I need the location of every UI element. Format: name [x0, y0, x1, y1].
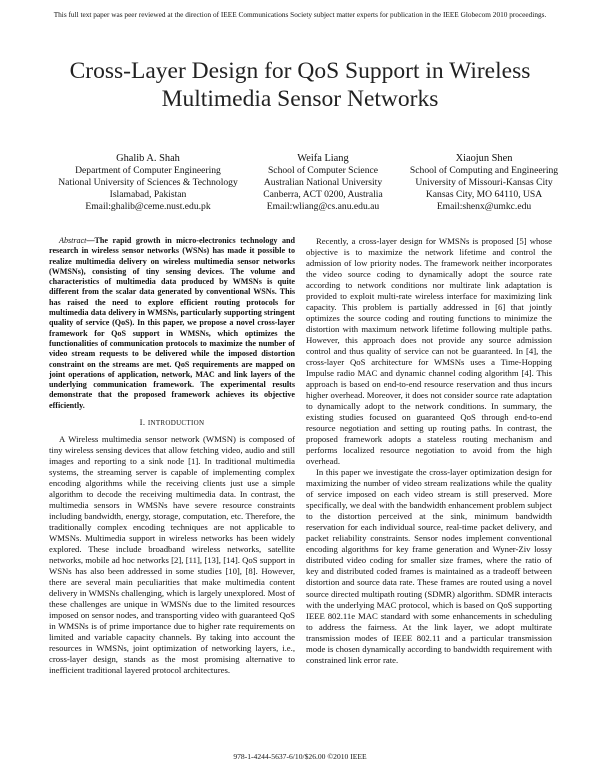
- section-number: I.: [139, 417, 146, 428]
- author-dept: School of Computer Science: [267, 165, 379, 176]
- right-paragraph-2: In this paper we investigate the cross-layer optimization design for maximizing the number of video stream realizations while the quality of service imposed on each video stream is still preserved. More specifically, we deal with the bandwidth enhancement problem subject to the distortion perceived at the sink, minimum bandwidth reservation for each individual source, real-time packet delivery, and packet reliability constraints. Sensor nodes implement conventional encoding algorithms for key frame generation and Wyner-Ziv lossy distributed video coding for smaller size frames, where the ratio of key and distributed coded frames is maintained as a tradeoff between distortion and source data rate. These frames are routed using a novel source directed multipath routing (SDMR) algorithm. SDMR interacts with the underlying MAC protocol, which is based on QoS supporting IEEE 802.11e MAC standard with some enhancements in scheduling to address the fairness. At the link layer, we adopt multirate transmission modes of IEEE 802.11 and a particular transmission mode is chosen dynamically according to bandwidth requirement with constrained link error rate.: [306, 467, 552, 665]
- abstract-label: Abstract: [59, 236, 87, 245]
- peer-review-note: This full text paper was peer reviewed at the direction of IEEE Communications Society subject matter experts for publication in the IEEE Globecom 2010 proceedings.: [53, 10, 547, 19]
- author-institution: Australian National University: [263, 177, 383, 188]
- author-location: Kansas City, MO 64110, USA: [425, 189, 543, 200]
- paper-title: [20, 57, 580, 113]
- author-1: [50, 153, 246, 213]
- intro-paragraph-1: A Wireless multimedia sensor network (WMSN) is composed of tiny wireless sensing devices that allow fetching video, audio and still images and reporting to a sink node [1]. In traditional multimedia systems, the streaming server is capable of implementing complex encoding algorithms while the receiving clients just use a simple algorithm to decode the receiving multimedia data. In contrast, the multimedia sensors in WMSNs have severe resource constraints including bandwidth, energy, storage, computation, etc. Therefore, the traditionally complex encoding techniques are not applicable to WMSNs. Multimedia support in wireless networks has been widely explored. These include broadband wireless networks, satellite networks, mobile ad hoc networks [2], [11], [13], [14]. QoS support in WSNs has also been addressed in some studies [10], [8]. However, there are several main peculiarities that make multimedia content delivery in WMSNs challenging, which is largely unexplored. Most of these challenges are unique in WMSNs due to the limited resources imposed on sensor nodes, and transporting video with guaranteed QoS in WMSNs is of prime importance due to higher rate requirements on limited and variable capacity channels. By taking into account the resources in WMSNs, joint optimization of networking layers, i.e., cross-layer design, stands as the most promising alternative to inefficient traditional layered protocol architectures.: [49, 434, 295, 676]
- section-heading-introduction: [49, 417, 295, 429]
- author-location: Islamabad, Pakistan: [109, 189, 187, 200]
- section-title: INTRODUCTION: [147, 419, 205, 428]
- author-dept: Department of Computer Engineering: [75, 165, 221, 176]
- copyright-footer: 978-1-4244-5637-6/10/$26.00 ©2010 IEEE: [233, 752, 367, 761]
- author-institution: National University of Sciences & Technology: [58, 177, 238, 188]
- right-column: [306, 236, 552, 666]
- author-name: Ghalib A. Shah: [116, 153, 180, 164]
- author-block: [0, 153, 600, 233]
- author-email: Email:wliang@cs.anu.edu.au: [266, 201, 380, 212]
- author-dept: School of Computing and Engineering: [409, 165, 559, 176]
- title-line-1: Cross-Layer Design for QoS Support in Wireless: [69, 58, 531, 84]
- right-paragraph-1: Recently, a cross-layer design for WMSNs is proposed [5] whose objective is to maximize the network lifetime and control the admission of low priority nodes. The framework neither incorporates the video source coding to dynamically adopt the source rate according to network conditions nor multirate link adaptation is provided to exploit multi-rate wireless interface for maximizing link capacity. This problem is partially addressed in [6] that jointly optimizes the source coding and routing functions to minimize the distortion with maximum network lifetime following multiple paths. However, this approach does not provide any source admission control and thus quality of service can not be guaranteed. In [4], the cross-layer QoS architecture for WMSNs uses a Time-Hopping Impulse radio MAC and dynamic channel coding algorithm [4]. This approach is based on end-to-end resource reservation and thus incurs higher overhead. Moreover, it does not consider source rate adaptation to dynamically adopt to the network conditions. In summary, the existing studies focused on guaranteed QoS through end-to-end resource negotiation and setting up routing paths. In contrast, the proposed framework adopts a stateless routing mechanism and performs localized resource negotiation to avoid from the high overhead.: [306, 236, 552, 467]
- author-email: Email:ghalib@ceme.nust.edu.pk: [85, 201, 211, 212]
- left-column: [49, 236, 295, 676]
- abstract: [49, 236, 295, 411]
- author-email: Email:shenx@umkc.edu: [436, 201, 532, 212]
- author-institution: University of Missouri-Kansas City: [415, 177, 553, 188]
- author-name: Weifa Liang: [297, 153, 349, 164]
- author-3: [386, 153, 582, 213]
- title-line-2: Multimedia Sensor Networks: [161, 86, 439, 112]
- abstract-text: —The rapid growth in micro-electronics technology and research in wireless sensor networks (WSNs) has made it possible to realize multimedia delivery on wireless multimedia sensor networks (WMSNs), consisting of tiny sensing devices. The volume and characteristics of multimedia data produced by WMSNs is quite different from the scalar data generated by conventional WSNs. This has raised the need to explore efficient routing protocols for multimedia data delivery in WMSNs, particularly supporting stringent quality of service (QoS). In this paper, we propose a novel cross-layer framework for QoS support in WMSNs, which optimizes the functionalities of communication protocols to maximize the number of video stream requests to be delivered while the imposed distortion constraint on the streams are met. QoS requirements are mapped on joint operations of application, network, MAC and link layers of the underlying communication framework. The experimental results demonstrate that the proposed framework achieves its objective efficiently.: [49, 236, 295, 410]
- author-location: Canberra, ACT 0200, Australia: [263, 189, 383, 200]
- author-2: [248, 153, 398, 213]
- author-name: Xiaojun Shen: [455, 153, 513, 164]
